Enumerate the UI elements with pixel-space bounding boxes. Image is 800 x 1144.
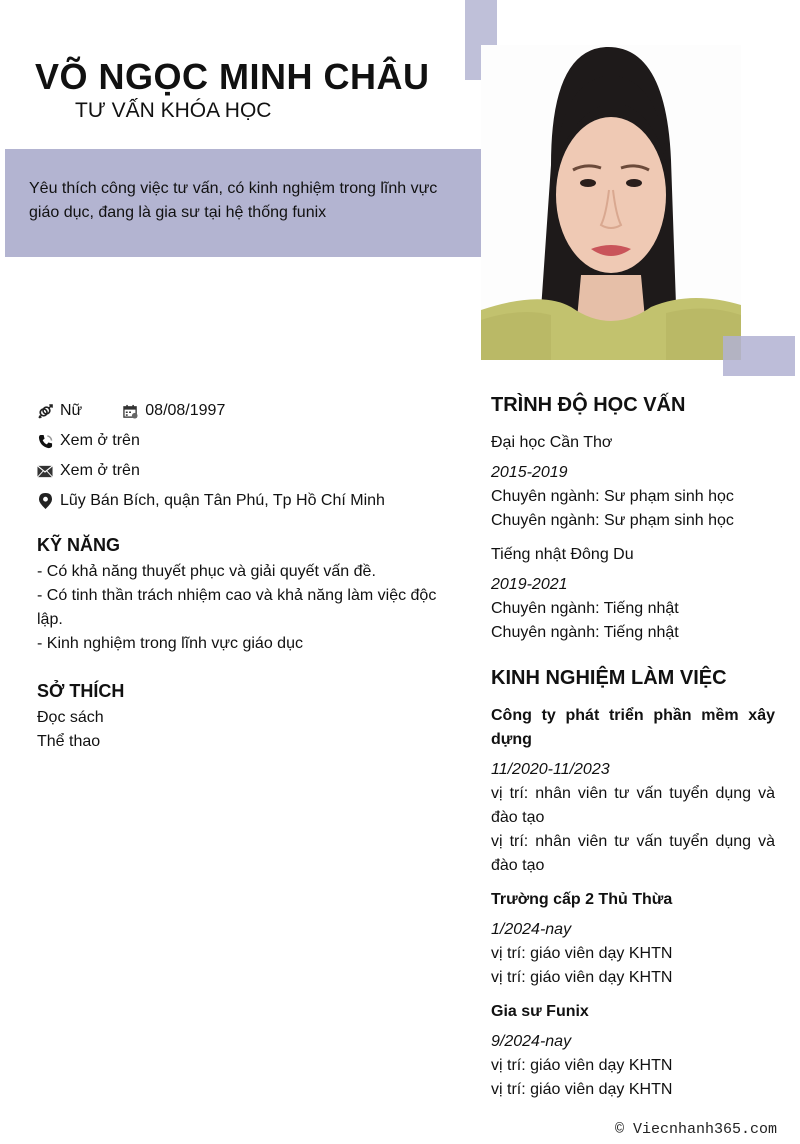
copyright-footer: © Viecnhanh365.com xyxy=(614,1121,777,1138)
hobby-item: Đọc sách xyxy=(37,709,104,726)
experience-period: 1/2024-nay xyxy=(491,921,572,938)
company-name: Công ty phát triển phần mềm xây dựng xyxy=(491,707,775,748)
email-value: Xem ở trên xyxy=(60,462,140,479)
major-line: Chuyên ngành: Sư phạm sinh học xyxy=(491,488,734,505)
birthday-value: 08/08/1997 xyxy=(145,402,226,419)
education-period: 2019-2021 xyxy=(491,576,568,593)
contact-row-email xyxy=(37,456,457,486)
gender-icon xyxy=(37,403,53,419)
school-name: Đại học Cần Thơ xyxy=(491,434,613,451)
hobbies-title: SỞ THÍCH xyxy=(37,681,125,701)
experience-period: 9/2024-nay xyxy=(491,1033,572,1050)
right-column xyxy=(491,394,775,1112)
education-item xyxy=(491,543,775,645)
hobby-item: Thể thao xyxy=(37,733,101,750)
company-name: Gia sư Funix xyxy=(491,1003,589,1020)
envelope-icon xyxy=(37,463,53,479)
calendar-icon xyxy=(122,403,138,419)
education-item xyxy=(491,431,775,533)
skills-title: KỸ NĂNG xyxy=(37,535,121,555)
summary-text: Yêu thích công việc tư vấn, có kinh nghiệm trong lĩnh vực giáo dục, đang là gia sư tại hệ thống funix xyxy=(29,180,438,221)
position-line: vị trí: giáo viên dạy KHTN xyxy=(491,969,673,986)
major-line: Chuyên ngành: Sư phạm sinh học xyxy=(491,512,734,529)
position-line: vị trí: giáo viên dạy KHTN xyxy=(491,945,673,962)
experience-item xyxy=(491,704,775,878)
candidate-name: VÕ NGỌC MINH CHÂU xyxy=(35,56,430,97)
job-title: TƯ VẤN KHÓA HỌC xyxy=(75,99,272,122)
contact-info xyxy=(37,396,457,516)
address-value: Lũy Bán Bích, quận Tân Phú, Tp Hồ Chí Minh xyxy=(60,492,385,509)
contact-row-address xyxy=(37,486,457,516)
education-title: TRÌNH ĐỘ HỌC VẤN xyxy=(491,394,686,416)
location-pin-icon xyxy=(37,493,53,509)
phone-value: Xem ở trên xyxy=(60,432,140,449)
experience-item xyxy=(491,1000,775,1102)
experience-period: 11/2020-11/2023 xyxy=(491,761,610,778)
experience-item xyxy=(491,888,775,990)
position-line: vị trí: giáo viên dạy KHTN xyxy=(491,1057,673,1074)
phone-icon xyxy=(37,433,53,449)
education-section xyxy=(491,394,775,645)
contact-row-phone xyxy=(37,426,457,456)
position-line: vị trí: giáo viên dạy KHTN xyxy=(491,1081,673,1098)
major-line: Chuyên ngành: Tiếng nhật xyxy=(491,600,679,617)
gender-value: Nữ xyxy=(60,402,83,419)
skills-section xyxy=(37,535,462,656)
hobbies-section xyxy=(37,681,462,754)
position-line: vị trí: nhân viên tư vấn tuyển dụng và đào tạo xyxy=(491,833,775,874)
summary-box xyxy=(5,149,481,257)
company-name: Trường cấp 2 Thủ Thừa xyxy=(491,891,673,908)
experience-section xyxy=(491,667,775,1102)
skill-item: - Có tinh thần trách nhiệm cao và khả năng làm việc độc lập. xyxy=(37,587,437,628)
profile-photo xyxy=(481,45,741,360)
major-line: Chuyên ngành: Tiếng nhật xyxy=(491,624,679,641)
skill-item: - Có khả năng thuyết phục và giải quyết vấn đề. xyxy=(37,563,376,580)
experience-title: KINH NGHIỆM LÀM VIỆC xyxy=(491,667,727,689)
education-period: 2015-2019 xyxy=(491,464,568,481)
position-line: vị trí: nhân viên tư vấn tuyển dụng và đào tạo xyxy=(491,785,775,826)
contact-row-gender-birthday xyxy=(37,396,457,426)
decorative-block-bottom xyxy=(723,336,795,376)
skill-item: - Kinh nghiệm trong lĩnh vực giáo dục xyxy=(37,635,303,652)
school-name: Tiếng nhật Đông Du xyxy=(491,546,634,563)
